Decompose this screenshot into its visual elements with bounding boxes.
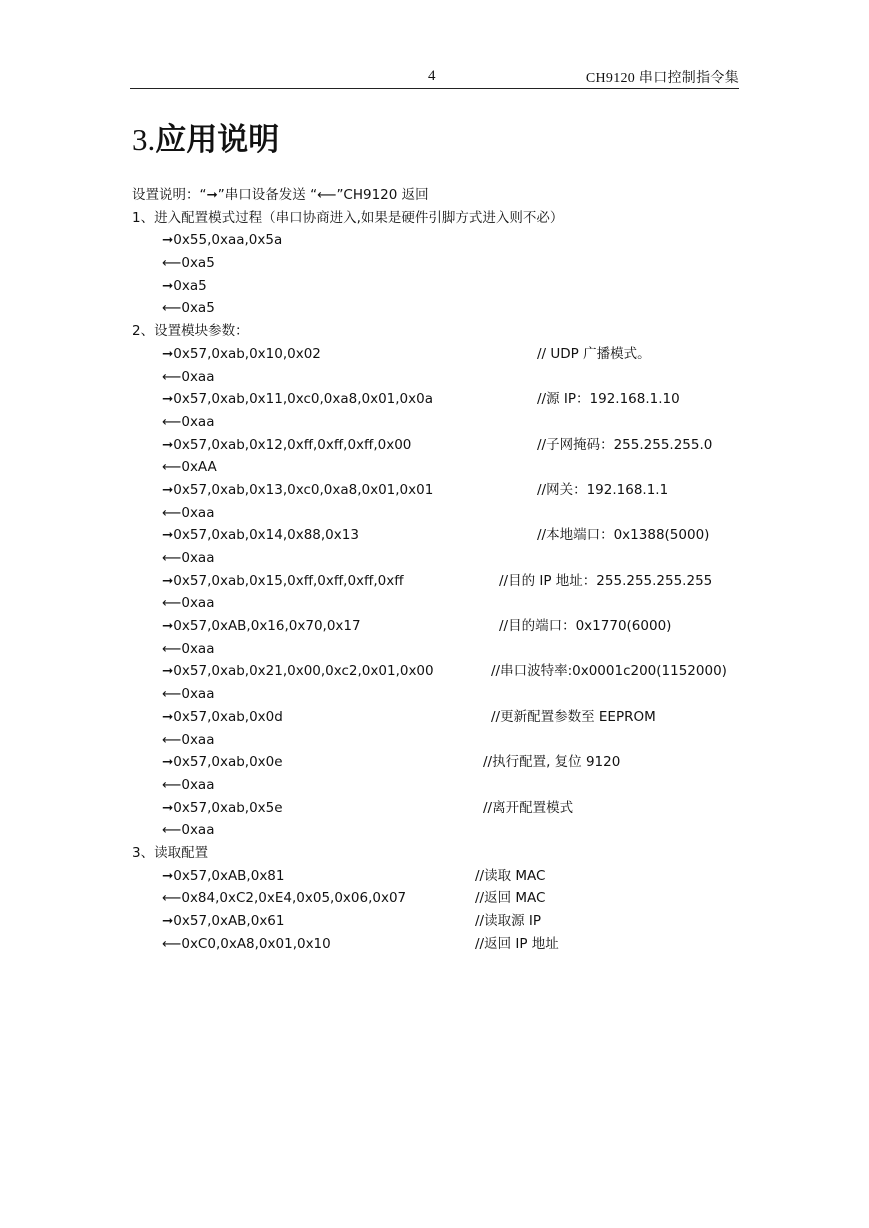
command-text: ➞0x57,0xab,0x11,0xc0,0xa8,0x01,0x0a: [162, 391, 433, 408]
command-text: ⟵0xaa: [162, 776, 215, 793]
step2-line: [132, 638, 832, 661]
step2-line: [132, 456, 832, 479]
step2-line: [132, 547, 832, 570]
comment-text: // UDP 广播模式。: [537, 345, 651, 362]
step1-line: ⟵0xa5: [162, 255, 215, 272]
step2-line: [132, 411, 832, 434]
page-header: [130, 66, 739, 89]
comment-text: //更新配置参数至 EEPROM: [491, 708, 656, 725]
step2-line: [132, 774, 832, 797]
command-text: ⟵0xaa: [162, 550, 215, 566]
document-title: CH9120 串口控制指令集: [585, 71, 739, 86]
step2-lines: [132, 343, 832, 842]
command-text: ➞0x57,0xab,0x5e: [162, 799, 283, 816]
step2-line: [132, 615, 832, 638]
page-number: 4: [428, 68, 436, 84]
comment-text: //本地端口：0x1388(5000): [537, 527, 710, 544]
command-text: ➞0x57,0xab,0x14,0x88,0x13: [162, 527, 359, 544]
step2-line: [132, 366, 832, 389]
command-text: ⟵0xaa: [162, 640, 215, 657]
command-text: ➞0x57,0xAB,0x61: [162, 913, 285, 929]
comment-text: //目的 IP 地址：255.255.255.255: [499, 572, 713, 589]
comment-text: //离开配置模式: [483, 799, 574, 816]
command-text: ➞0x57,0xab,0x21,0x00,0xc2,0x01,0x00: [162, 663, 434, 680]
step2-line: [132, 729, 832, 752]
intro-line: 设置说明：“➞”串口设备发送 “⟵”CH9120 返回: [132, 187, 429, 203]
command-text: ⟵0xaa: [162, 368, 215, 385]
command-text: ⟵0xaa: [162, 504, 215, 521]
command-text: ➞0x57,0xab,0x10,0x02: [162, 345, 321, 362]
section-title: 应用说明: [155, 122, 280, 158]
step2-line: [132, 660, 832, 683]
comment-text: //目的端口：0x1770(6000): [499, 618, 672, 635]
command-text: ➞0x57,0xAB,0x81: [162, 867, 285, 884]
command-text: ➞0x57,0xab,0x12,0xff,0xff,0xff,0x00: [162, 436, 412, 453]
command-text: ⟵0xAA: [162, 459, 217, 476]
comment-text: //读取源 IP: [475, 913, 542, 929]
content-body: [132, 184, 832, 955]
step2-line: [132, 819, 832, 842]
step3-line: [132, 887, 832, 910]
command-text: ➞0x57,0xAB,0x16,0x70,0x17: [162, 618, 361, 635]
comment-text: //子网掩码：255.255.255.0: [537, 436, 713, 453]
command-text: ⟵0xaa: [162, 413, 215, 430]
step3-line: [132, 865, 832, 888]
step3-label: 3、读取配置: [132, 844, 209, 861]
command-text: ⟵0xaa: [162, 731, 215, 748]
step2-line: [132, 343, 832, 366]
step2-line: [132, 479, 832, 502]
step2-line: [132, 502, 832, 525]
command-text: ➞0x57,0xab,0x0e: [162, 754, 283, 771]
comment-text: //执行配置, 复位 9120: [483, 754, 621, 771]
step2-label: 2、设置模块参数：: [132, 323, 249, 340]
command-text: ➞0x57,0xab,0x15,0xff,0xff,0xff,0xff: [162, 572, 404, 589]
command-text: ➞0x57,0xab,0x13,0xc0,0xa8,0x01,0x01: [162, 481, 434, 498]
comment-text: //返回 MAC: [475, 890, 546, 907]
comment-text: //源 IP：192.168.1.10: [537, 391, 680, 408]
step3-lines: [132, 865, 832, 956]
step2-line: [132, 751, 832, 774]
step1-line: ➞0x55,0xaa,0x5a: [162, 232, 283, 249]
comment-text: //网关：192.168.1.1: [537, 481, 669, 498]
comment-text: //串口波特率:0x0001c200(1152000): [491, 663, 727, 680]
step3-line: [132, 910, 832, 933]
step2-line: [132, 570, 832, 593]
step3-line: [132, 933, 832, 956]
step2-line: [132, 388, 832, 411]
step1-line: ⟵0xa5: [162, 300, 215, 317]
step1-label: 1、进入配置模式过程（串口协商进入,如果是硬件引脚方式进入则不必）: [132, 209, 564, 226]
comment-text: //读取 MAC: [475, 867, 546, 884]
step2-line: [132, 706, 832, 729]
command-text: ⟵0xaa: [162, 595, 215, 612]
step2-line: [132, 524, 832, 547]
section-number: 3.: [132, 122, 156, 157]
step2-line: [132, 683, 832, 706]
command-text: ⟵0xaa: [162, 686, 215, 703]
step2-line: [132, 434, 832, 457]
step2-line: [132, 797, 832, 820]
command-text: ⟵0xaa: [162, 822, 215, 839]
step1-line: ➞0xa5: [162, 277, 207, 294]
comment-text: //返回 IP 地址: [475, 935, 559, 952]
command-text: ⟵0xC0,0xA8,0x01,0x10: [162, 935, 331, 952]
step1-lines: [132, 229, 832, 320]
section-heading: [132, 114, 279, 159]
command-text: ➞0x57,0xab,0x0d: [162, 708, 283, 725]
step2-line: [132, 592, 832, 615]
command-text: ⟵0x84,0xC2,0xE4,0x05,0x06,0x07: [162, 890, 407, 907]
